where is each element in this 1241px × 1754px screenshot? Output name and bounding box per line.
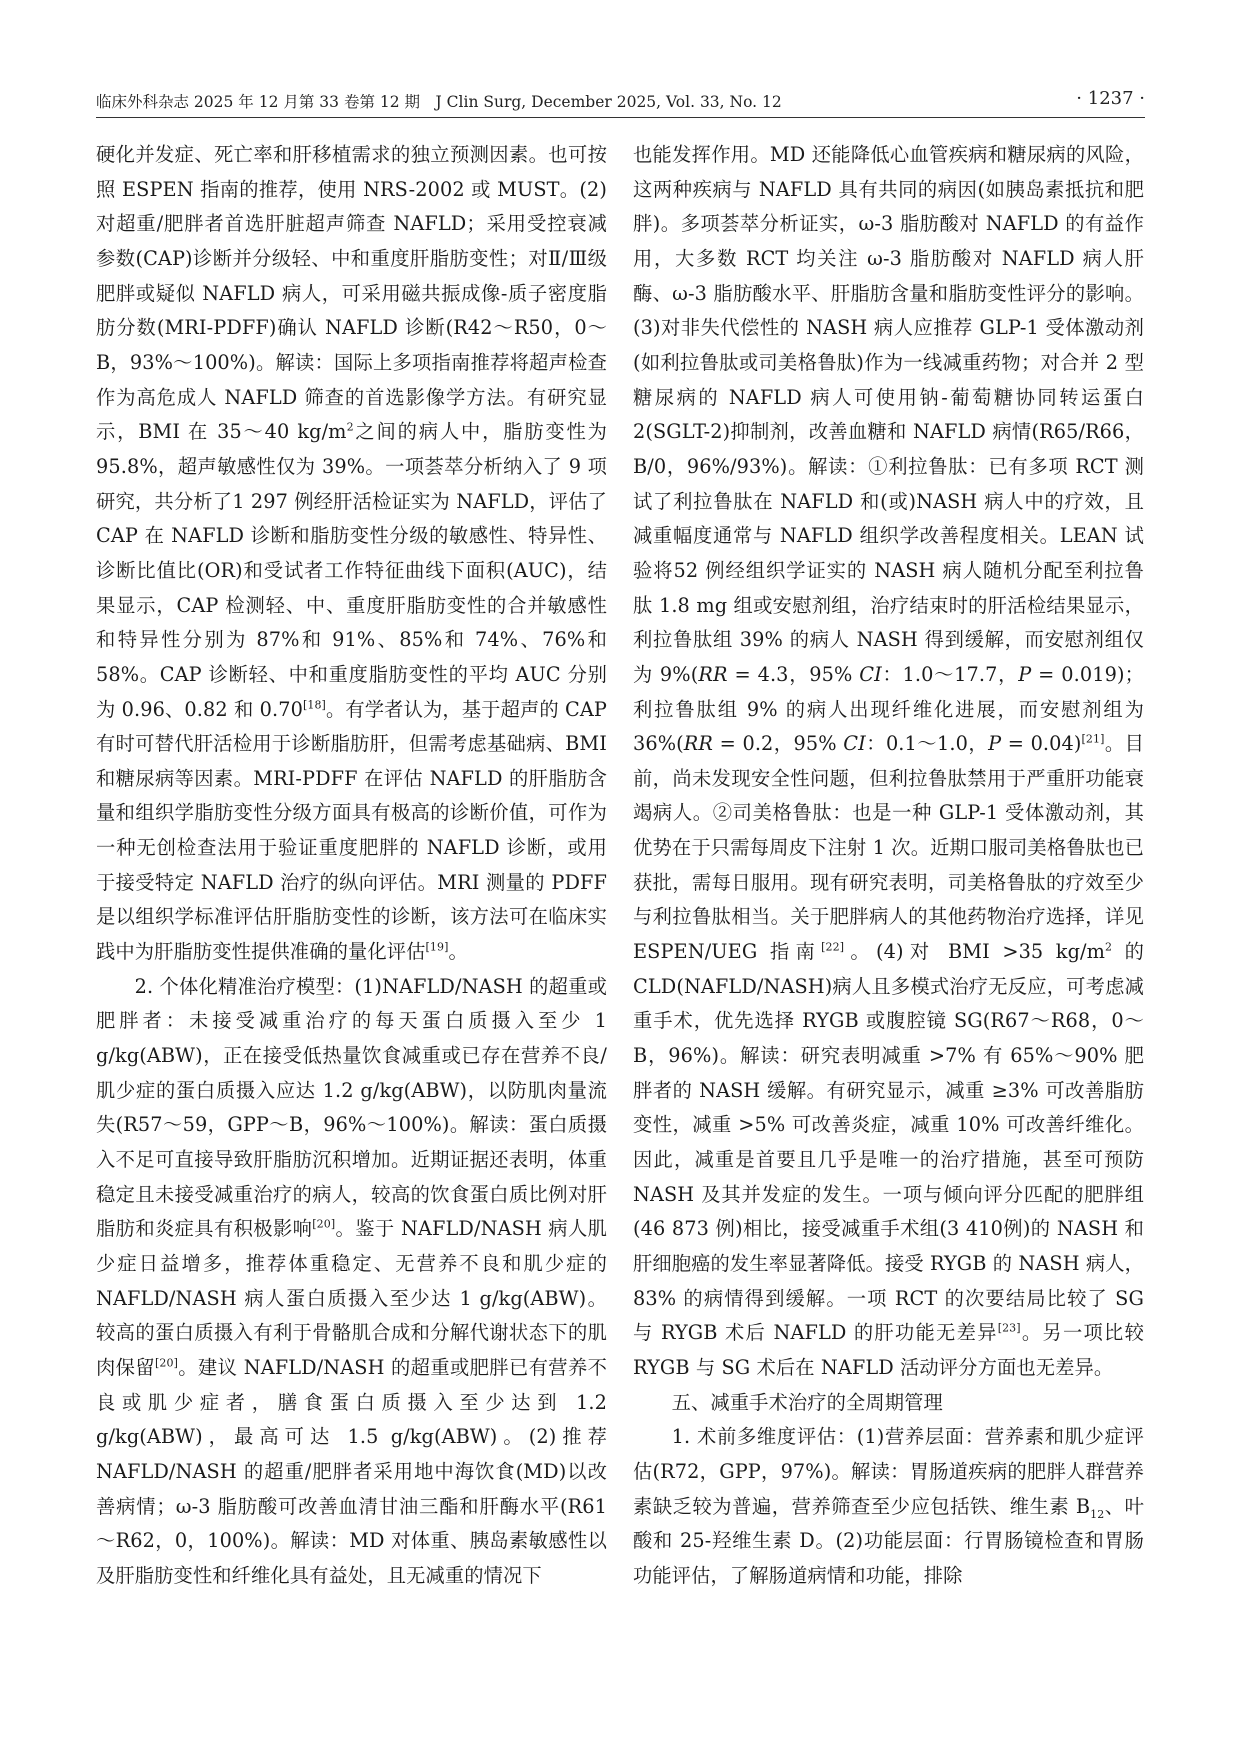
right-column xyxy=(633,138,1144,1708)
journal-citation: 临床外科杂志 2025 年 12 月第 33 卷第 12 期 J Clin Surg, December 2025, Vol. 33, No. 12 xyxy=(96,93,782,111)
paragraph: 1. 术前多维度评估：(1)营养层面：营养素和肌少症评估(R72，GPP，97%)。解读：胃肠道疾病的肥胖人群营养素缺乏较为普遍，营养筛查至少应包括铁、维生素 $B_{12}$、叶酸和 25-羟维生素 D。(2)功能层面：行胃肠镜检查和胃肠功能评估，了解肠道病情和功能，排除 xyxy=(633,1425,1144,1587)
paragraph: 2. 个体化精准治疗模型：(1)NAFLD/NASH 的超重或肥胖者：未接受减重治疗的每天蛋白质摄入至少 1 g/kg(ABW)，正在接受低热量饮食减重或已存在营养不良/肌少症的蛋白质摄入应达 1.2 g/kg(ABW)，以防肌肉量流失(R57～59，GPP～B，96%～100%)。解读：蛋白质摄入不足可直接导致肝脂肪沉积增加。近期证据还表明，体重稳定且未接受减重治疗的病人，较高的饮食蛋白质比例对肝脂肪和炎症具有积极影响[20]。鉴于 NAFLD/NASH 病人肌少症日益增多，推荐体重稳定、无营养不良和肌少症的 NAFLD/NASH 病人蛋白质摄入至少达 1 g/kg(ABW)。较高的蛋白质摄入有利于骨骼肌合成和分解代谢状态下的肌肉保留[20]。建议 NAFLD/NASH 的超重或肥胖已有营养不良或肌少症者，膳食蛋白质摄入至少达到 1.2 g/kg(ABW)，最高可达 1.5 g/kg(ABW)。(2)推荐 NAFLD/NASH 的超重/肥胖者采用地中海饮食(MD)以改善病情；ω-3 脂肪酸可改善血清甘油三酯和肝酶水平(R61～R62，0，100%)。解读：MD 对体重、胰岛素敏感性以及肝脂肪变性和纤维化具有益处，且无减重的情况下 xyxy=(96,974,607,1587)
citation-ref: [19] xyxy=(425,940,449,954)
section-heading: 五、减重手术治疗的全周期管理 xyxy=(671,1390,943,1414)
citation-ref: [21] xyxy=(1081,732,1105,746)
header-rule xyxy=(96,117,1145,118)
paragraph: 也能发挥作用。MD 还能降低心血管疾病和糖尿病的风险，这两种疾病与 NAFLD 具有共同的病因(如胰岛素抵抗和肥胖)。多项荟萃分析证实，ω-3 脂肪酸对 NAFLD 的有益作用，大多数 RCT 均关注 ω-3 脂肪酸对 NAFLD 病人肝酶、ω-3 脂肪酸水平、肝脂肪含量和脂肪变性评分的影响。(3)对非失代偿性的 NASH 病人应推荐 GLP-1 受体激动剂(如利拉鲁肽或司美格鲁肽)作为一线减重药物；对合并 2 型糖尿病的 NAFLD 病人可使用钠-葡萄糖协同转运蛋白 2(SGLT-2)抑制剂，改善血糖和 NAFLD 病情(R65/R66，B/0，96%/93%)。解读：①利拉鲁肽：已有多项 RCT 测试了利拉鲁肽在 NAFLD 和(或)NASH 病人中的疗效，且减重幅度通常与 NAFLD 组织学改善程度相关。LEAN 试验将52 例经组织学证实的 NASH 病人随机分配至利拉鲁肽 1.8 mg 组或安慰剂组，治疗结束时的肝活检结果显示，利拉鲁肽组 39% 的病人 NASH 得到缓解，而安慰剂组仅为 9%(RR = 4.3，95% CI：1.0～17.7，P = 0.019)；利拉鲁肽组 9% 的病人出现纤维化进展，而安慰剂组为 36%(RR = 0.2，95% CI：0.1～1.0，P = 0.04)[21]。目前，尚未发现安全性问题，但利拉鲁肽禁用于严重肝功能衰竭病人。②司美格鲁肽：也是一种 GLP-1 受体激动剂，其优势在于只需每周皮下注射 1 次。近期口服司美格鲁肽也已获批，需每日服用。现有研究表明，司美格鲁肽的疗效至少与利拉鲁肽相当。关于肥胖病人的其他药物治疗选择，详见 ESPEN/UEG 指南[22]。(4)对 BMI >35 $kg/m^2$ 的 CLD(NAFLD/NASH)病人且多模式治疗无反应，可考虑减重手术，优先选择 RYGB 或腹腔镜 SG(R67～R68，0～B，96%)。解读：研究表明减重 >7% 有 65%～90% 肥胖者的 NASH 缓解。有研究显示，减重 ≥3% 可改善脂肪变性，减重 >5% 可改善炎症，减重 10% 可改善纤维化。因此，减重是首要且几乎是唯一的治疗措施，甚至可预防 NASH 及其并发症的发生。一项与倾向评分匹配的肥胖组(46 873 例)相比，接受减重手术组(3 410例)的 NASH 和肝细胞癌的发生率显著降低。接受 RYGB 的 NASH 病人，83% 的病情得到缓解。一项 RCT 的次要结局比较了 SG 与 RYGB 术后 NAFLD 的肝功能无差异[23]。另一项比较 RYGB 与 SG 术后在 NAFLD 活动评分方面也无差异。 xyxy=(633,143,1144,1379)
page-number: · 1237 · xyxy=(1076,88,1145,109)
citation-ref: [22] xyxy=(821,940,845,954)
citation-ref: [23] xyxy=(997,1321,1021,1335)
left-column xyxy=(96,138,607,1708)
citation-ref: [18] xyxy=(302,698,326,712)
paragraph: 硬化并发症、死亡率和肝移植需求的独立预测因素。也可按照 ESPEN 指南的推荐，使用 NRS-2002 或 MUST。(2)对超重/肥胖者首选肝脏超声筛查 NAFLD；采用受控衰减参数(CAP)诊断并分级轻、中和重度肝脂肪变性；对Ⅱ/Ⅲ级肥胖或疑似 NAFLD 病人，可采用磁共振成像-质子密度脂肪分数(MRI-PDFF)确认 NAFLD 诊断(R42～R50，0～B，93%～100%)。解读：国际上多项指南推荐将超声检查作为高危成人 NAFLD 筛查的首选影像学方法。有研究显示，BMI 在 35～40 $kg/m^2$之间的病人中，脂肪变性为 95.8%，超声敏感性仅为 39%。一项荟萃分析纳入了 9 项研究，共分析了1 297 例经肝活检证实为 NAFLD，评估了 CAP 在 NAFLD 诊断和脂肪变性分级的敏感性、特异性、诊断比值比(OR)和受试者工作特征曲线下面积(AUC)，结果显示，CAP 检测轻、中、重度肝脂肪变性的合并敏感性和特异性分别为 87%和 91%、85%和 74%、76%和 58%。CAP 诊断轻、中和重度脂肪变性的平均 AUC 分别为 0.96、0.82 和 0.70[18]。有学者认为，基于超声的 CAP 有时可替代肝活检用于诊断脂肪肝，但需考虑基础病、BMI 和糖尿病等因素。MRI-PDFF 在评估 NAFLD 的肝脂肪含量和组织学脂肪变性分级方面具有极高的诊断价值，可作为一种无创检查法用于验证重度肥胖的 NAFLD 诊断，或用于接受特定 NAFLD 治疗的纵向评估。MRI 测量的 PDFF 是以组织学标准评估肝脂肪变性的诊断，该方法可在临床实践中为肝脂肪变性提供准确的量化评估[19]。 xyxy=(96,143,607,964)
citation-ref: [20] xyxy=(154,1356,178,1370)
running-header xyxy=(96,88,1145,116)
citation-ref: [20] xyxy=(312,1217,336,1231)
